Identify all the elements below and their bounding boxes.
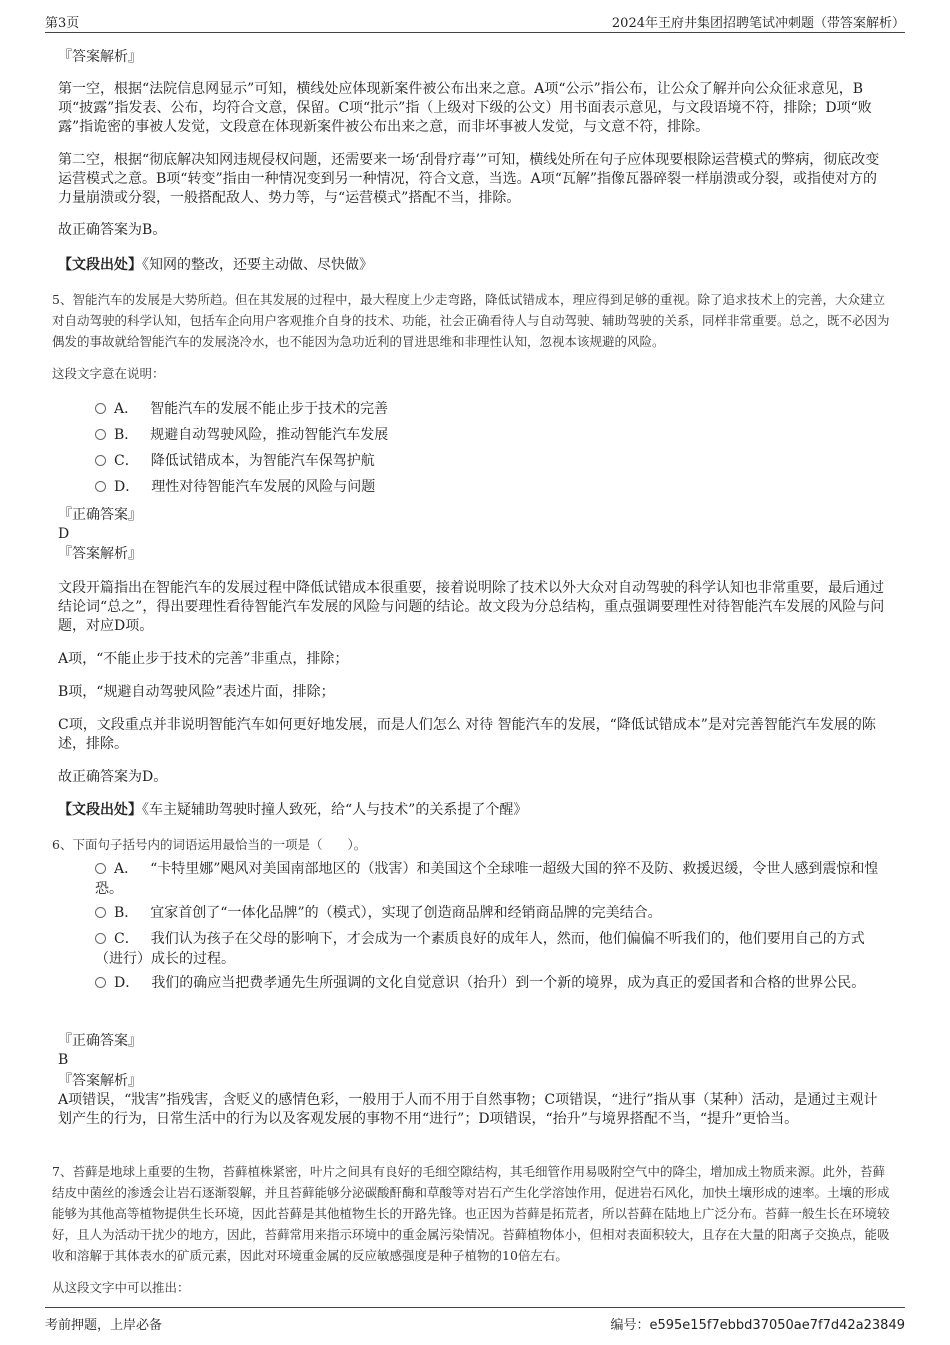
q5-analysis-para2: A项，“不能止步于技术的完善”非重点，排除；	[58, 651, 349, 667]
q5-source	[58, 801, 888, 820]
q5-analysis-para4: C项，文段重点并非说明智能汽车如何更好地发展，而是人们怎么 对待 智能汽车的发展，“降低试错成本”是对完善智能汽车发展的陈述，排除。	[58, 717, 876, 752]
q4-conclusion: 故正确答案为B。	[58, 222, 167, 238]
radio-icon[interactable]	[95, 455, 106, 466]
q5-option-c[interactable]: C． 降低试错成本，为智能汽车保驾护航	[95, 451, 890, 471]
q6-answer-label: 『正确答案』	[58, 1033, 142, 1049]
radio-icon[interactable]	[95, 481, 106, 492]
q5-option-d[interactable]: D． 理性对待智能汽车发展的风险与问题	[95, 477, 890, 497]
q5-stem: 5、智能汽车的发展是大势所趋。但在其发展的过程中，最大程度上少走弯路，降低试错成本，理应得到足够的重视。除了追求技术上的完善，大众建立对自动驾驶的科学认知，包括车企向用户客观推介自身的技术、功能，社会正确看待人与自动驾驶、辅助驾驶的关系，同样非常重要。总之，既不必因为偶发的事故就给智能汽车的发展浇冷水，也不能因为急功近利的冒进思维和非理性认知，忽视本该规避的风险。	[52, 292, 890, 349]
radio-icon[interactable]	[95, 429, 106, 440]
q5-prompt: 这段文字意在说明：	[52, 366, 165, 381]
page-number: 第3页	[45, 16, 80, 31]
radio-icon[interactable]	[95, 863, 106, 874]
q6-option-a[interactable]: A． “卡特里娜”飓风对美国南部地区的（戕害）和美国这个全球唯一超级大国的猝不及防、救援迟缓，令世人感到震惊和惶恐。	[95, 861, 879, 897]
document-title: 2024年王府井集团招聘笔试冲刺题（带答案解析）	[611, 16, 905, 31]
q4-analysis-para1: 第一空，根据“法院信息网显示”可知，横线处应体现新案件被公布出来之意。A项“公示”指公布，让公众了解并向公众征求意见，B项“披露”指发表、公布，均符合文意，保留。C项“批示”指（上级对下级的公文）用书面表示意见，与文段语境不符，排除；D项“败露”指诡密的事被人发觉，文段意在体现新案件被公布出来之意，而非坏事被人发觉，与文意不符，排除。	[58, 81, 872, 135]
q5-analysis-para1: 文段开篇指出在智能汽车的发展过程中降低试错成本很重要，接着说明除了技术以外大众对自动驾驶的科学认知也非常重要，最后通过结论词“总之”，得出要理性看待智能汽车发展的风险与问题的结论。故文段为分总结构，重点强调要理性对待智能汽车发展的风险与问题，对应D项。	[58, 580, 885, 634]
radio-icon[interactable]	[95, 933, 106, 944]
q5-option-b[interactable]: B． 规避自动驾驶风险，推动智能汽车发展	[95, 425, 890, 445]
q5-answer: D	[58, 526, 70, 542]
q6-option-c[interactable]: C． 我们认为孩子在父母的影响下，才会成为一个素质良好的成年人，然而，他们偏偏不听我们的，他们要用自己的方式（进行）成长的过程。	[95, 931, 865, 967]
q4-source	[58, 256, 888, 275]
footer-code: 编号：e595e15f7ebbd37050ae7f7d42a23849	[610, 1318, 905, 1333]
q7-prompt: 从这段文字中可以推出：	[52, 1280, 190, 1295]
q5-source-text: 《车主疑辅助驾驶时撞人致死，给“人与技术”的关系提了个醒》	[142, 802, 528, 818]
q5-conclusion: 故正确答案为D。	[58, 769, 168, 785]
q5-analysis-para3: B项，“规避自动驾驶风险”表述片面，排除；	[58, 684, 335, 700]
q6-option-b[interactable]: B． 宜家首创了“一体化品牌”的（模式），实现了创造商品牌和经销商品牌的完美结合。	[95, 903, 890, 923]
page-footer	[45, 1307, 905, 1338]
radio-icon[interactable]	[95, 907, 106, 918]
q4-source-label: 【文段出处】	[58, 257, 142, 273]
q4-analysis-label: 『答案解析』	[58, 49, 142, 65]
q6-option-d[interactable]: D． 我们的确应当把费孝通先生所强调的文化自觉意识（抬升）到一个新的境界，成为真正的爱国者和合格的世界公民。	[95, 973, 890, 993]
q5-source-label: 【文段出处】	[58, 802, 142, 818]
q5-answer-label: 『正确答案』	[58, 507, 142, 523]
footer-slogan: 考前押题，上岸必备	[45, 1318, 163, 1333]
q4-source-text: 《知网的整改，还要主动做、尽快做》	[142, 257, 373, 273]
radio-icon[interactable]	[95, 403, 106, 414]
q5-option-a[interactable]: A． 智能汽车的发展不能止步于技术的完善	[95, 399, 890, 419]
q6-analysis-label: 『答案解析』	[58, 1073, 142, 1089]
radio-icon[interactable]	[95, 977, 106, 988]
q6-analysis: A项错误，“戕害”指残害，含贬义的感情色彩，一般用于人而不用于自然事物；C项错误，“进行”指从事（某种）活动，是通过主观计划产生的行为，日常生活中的行为以及客观发展的事物不用“进行”；D项错误，“抬升”与境界搭配不当，“提升”更恰当。	[58, 1092, 878, 1127]
page-header	[45, 12, 905, 33]
q5-analysis-label: 『答案解析』	[58, 546, 142, 562]
q4-analysis-para2: 第二空，根据“彻底解决知网违规侵权问题，还需要来一场‘刮骨疗毒’”可知，横线处所在句子应体现要根除运营模式的弊病，彻底改变运营模式之意。B项“转变”指由一种情况变到另一种情况，符合文意，当选。A项“瓦解”指像瓦器碎裂一样崩溃或分裂，或指使对方的力量崩溃或分裂，一般搭配敌人、势力等，与“运营模式”搭配不当，排除。	[58, 152, 880, 206]
q6-answer: B	[58, 1052, 69, 1068]
q7-stem: 7、苔藓是地球上重要的生物，苔藓植株紧密，叶片之间具有良好的毛细空隙结构，其毛细管作用易吸附空气中的降尘，增加成土物质来源。此外，苔藓结皮中菌丝的渗透会让岩石逐渐裂解，并且苔藓能够分泌碳酸酐酶和草酸等对岩石产生化学溶蚀作用，促进岩石风化，加快土壤形成的速率。土壤的形成能够为其他高等植物提供生长环境，因此苔藓是其他植物生长的开路先锋。也正因为苔藓是拓荒者，所以苔藓在陆地上广泛分布。苔藓一般生长在环境较好，且人为活动干扰少的地方，因此，苔藓常用来指示环境中的重金属污染情况。苔藓植物体小，但相对表面积较大，且存在大量的阳离子交换点，能吸收和溶解于其体表水的矿质元素，因此对环境重金属的反应敏感强度是种子植物的10倍左右。	[52, 1164, 890, 1263]
q6-stem: 6、下面句子括号内的词语运用最恰当的一项是（ ）。	[52, 837, 367, 852]
